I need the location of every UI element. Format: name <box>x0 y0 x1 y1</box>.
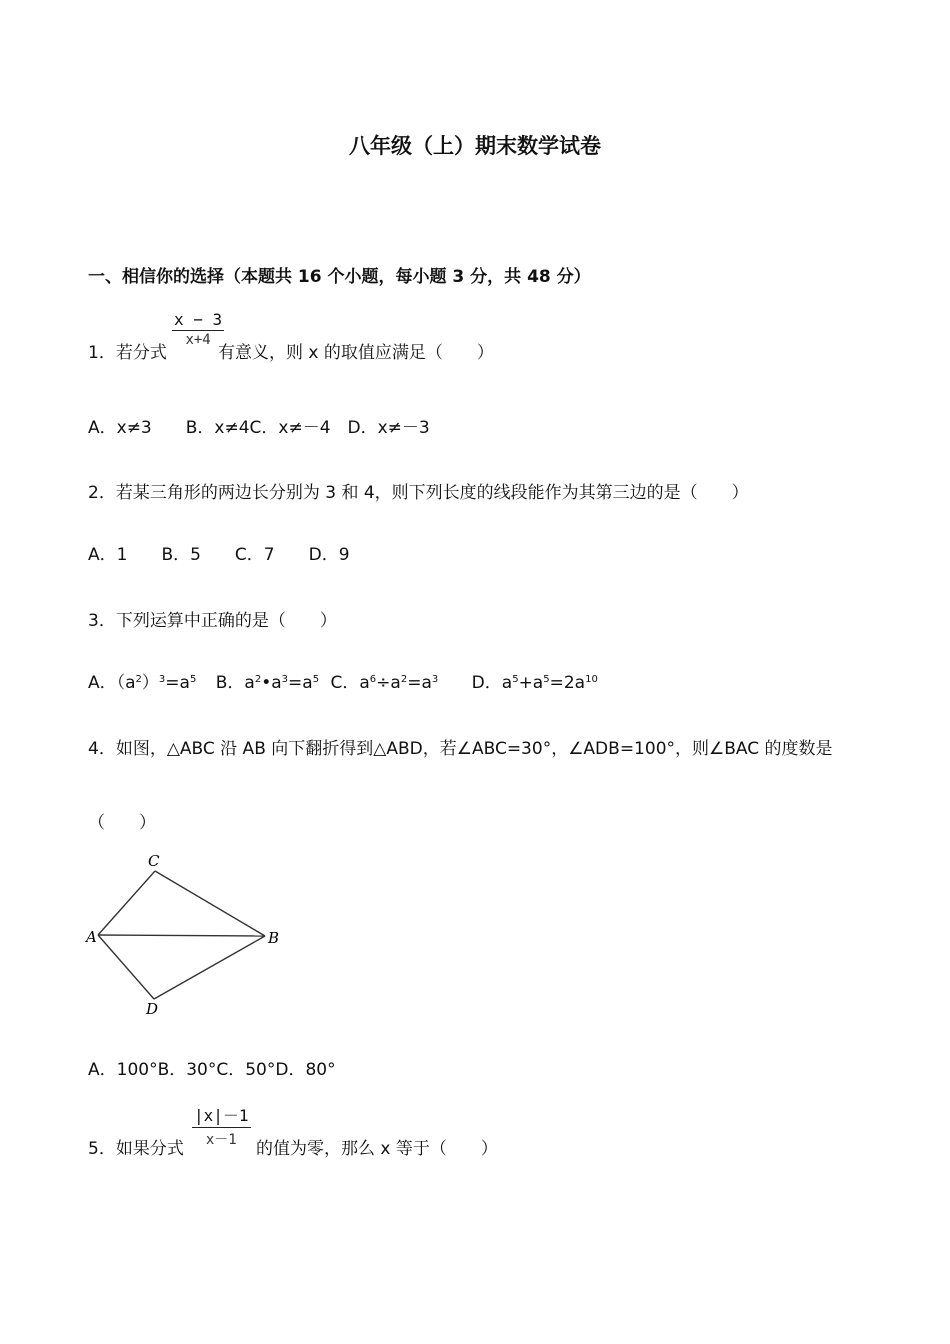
q5-prefix: 5．如果分式 <box>88 1139 184 1159</box>
q4-paren: （ ） <box>88 813 156 833</box>
vertex-label-a: A <box>86 928 97 946</box>
q5-fraction <box>192 1103 251 1149</box>
edge-cb <box>155 871 265 936</box>
section-heading: 一、相信你的选择（本题共 16 个小题，每小题 3 分，共 48 分） <box>88 267 591 287</box>
q3-options <box>88 668 598 693</box>
q2-options: A．1 B．5 C．7 D．9 <box>88 545 350 565</box>
q4-options: A．100°B．30°C．50°D．80° <box>88 1060 336 1080</box>
fraction-bar <box>192 1127 251 1128</box>
q1-options: A．x≠3 B．x≠4C．x≠－4 D．x≠－3 <box>88 418 430 438</box>
q1-denominator: x+4 <box>185 332 211 348</box>
q3-option-c: C．$a^6\div a^2=a^3$ <box>330 673 439 693</box>
q2-stem: 2．若某三角形的两边长分别为 3 和 4，则下列长度的线段能作为其第三边的是（ ） <box>88 483 749 503</box>
q1-fraction <box>172 310 224 348</box>
vertex-label-c: C <box>148 852 160 870</box>
edge-ab <box>98 935 265 936</box>
q5-denominator: x－1 <box>205 1132 237 1148</box>
q3-option-b: B．$a^2•a^3=a^5$ <box>215 673 320 693</box>
vertex-label-d: D <box>146 1000 159 1018</box>
triangle-figure <box>82 850 292 1020</box>
q1-prefix: 1．若分式 <box>88 343 167 363</box>
page-title: 八年级（上）期末数学试卷 <box>349 134 601 158</box>
fraction-bar <box>172 330 224 331</box>
q3-option-a: A．$(a^2)^3=a^5$ <box>88 673 197 693</box>
q5-suffix: 的值为零，那么 x 等于（ ） <box>256 1139 498 1159</box>
q1-suffix: 有意义，则 x 的取值应满足（ ） <box>218 343 494 363</box>
edge-ac <box>98 871 155 935</box>
q1-numerator: x − 3 <box>174 310 223 329</box>
edge-ad <box>98 935 154 999</box>
edge-db <box>154 936 265 999</box>
q3-stem: 3．下列运算中正确的是（ ） <box>88 611 337 631</box>
q4-stem: 4．如图，△ABC 沿 AB 向下翻折得到△ABD，若∠ABC=30°，∠ADB=100°，则∠BAC 的度数是 <box>88 739 833 759</box>
q3-option-d: D．$a^5+a^5=2a^{10}$ <box>471 673 598 693</box>
q5-numerator: |x|－1 <box>194 1106 249 1125</box>
vertex-label-b: B <box>268 929 280 947</box>
